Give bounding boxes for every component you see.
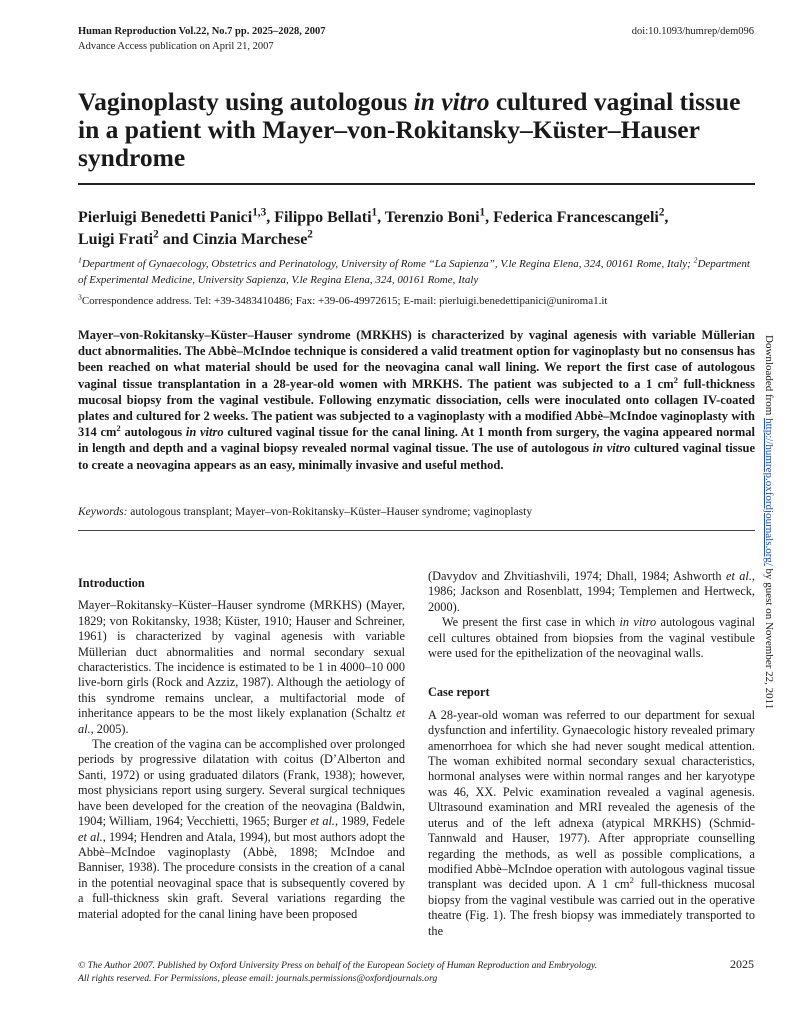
author-affil-sup: 1 xyxy=(479,206,486,219)
affil-sup: 1 xyxy=(78,255,82,265)
journal-citation: Human Reproduction Vol.22, No.7 pp. 2025–2028, 2007 xyxy=(78,26,326,37)
paragraph-text: We present the first case in which xyxy=(442,615,620,630)
abstract-text: autologous xyxy=(120,425,186,440)
paragraph-text: (Davydov and Zhvitiashvili, 1974; Dhall, 1984; Ashworth xyxy=(428,569,726,583)
doi: doi:10.1093/humrep/dem096 xyxy=(631,26,754,37)
abstract-sup: 2 xyxy=(673,374,679,385)
download-watermark xyxy=(763,335,775,709)
paragraph xyxy=(428,708,755,939)
correspondence-text: Correspondence address. Tel: +39-3483410486; Fax: +39-06-49972615; E-mail: pierluigi.benedettipanici@uniroma1.it xyxy=(81,295,608,307)
affil-sup: 2 xyxy=(693,255,698,265)
section-heading-case-report: Case report xyxy=(428,685,490,700)
author-name: Luigi Frati xyxy=(78,231,154,248)
abstract-rule xyxy=(78,530,755,531)
author-name: and Cinzia Marchese xyxy=(158,231,308,248)
correspondence xyxy=(78,294,758,309)
page-number: 2025 xyxy=(730,957,754,971)
watermark-text: by guest on November 22, 2011 xyxy=(763,565,775,710)
affiliation-text: Department of Experimental Medicine, University Sapienza, V.le Regina Elena, 324, 00161 Rome, Italy xyxy=(78,258,750,286)
paragraph xyxy=(78,598,405,737)
permissions-line: All rights reserved. For Permissions, please email: journals.permissions@oxfordjournals.org xyxy=(78,973,438,984)
title-part1: Vaginoplasty using autologous xyxy=(78,87,414,116)
paragraph-text: , 1989, Fedele xyxy=(334,814,406,829)
watermark-text: Downloaded from xyxy=(763,335,775,419)
author-name: , Federica Francescangeli xyxy=(485,209,659,226)
abstract xyxy=(78,327,755,473)
author-affil-sup: 2 xyxy=(307,228,313,241)
affiliation-text: Department of Gynaecology, Obstetrics and Perinatology, University of Rome “La Sapienza”, V.le Regina Elena, 324, 00161 Rome, Italy; xyxy=(81,258,694,270)
paragraph-italic: in vitro xyxy=(619,615,657,630)
author-affil-sup: 1,3 xyxy=(252,206,267,219)
paragraph-italic: et al. xyxy=(725,569,752,583)
corr-sup: 3 xyxy=(78,292,82,302)
author-affil-sup: 2 xyxy=(658,206,665,219)
paragraph xyxy=(428,569,755,615)
abstract-italic: in vitro xyxy=(592,441,631,456)
author-name: , Terenzio Boni xyxy=(377,209,480,226)
author-affil-sup: 2 xyxy=(153,228,159,241)
paragraph-text: , 2005). xyxy=(90,721,129,736)
abstract-sup: 2 xyxy=(116,423,121,434)
author-separator: , xyxy=(664,209,669,226)
title-italic: in vitro xyxy=(413,87,490,116)
author-name: , Filippo Bellati xyxy=(266,209,372,226)
paragraph-italic: et al. xyxy=(78,829,103,844)
author-name: Pierluigi Benedetti Panici xyxy=(78,209,253,226)
paragraph-text: , 1986; Jackson and Rosenblatt, 1994; Templemen and Hertweck, 2000). xyxy=(428,569,755,614)
section-heading-introduction: Introduction xyxy=(78,576,145,590)
paragraph-text: Mayer–Rokitansky–Küster–Hauser syndrome (MRKHS) (Mayer, 1829; von Rokitansky, 1938; Küster, 1910; Hauser and Schreiner, 1961) is characterized by vaginal agenesis with variable Müllerian duct abnormalities and normal secondary sexual characteristics. The incidence is estimated to be 1 in 4000–10 000 live-born girls (Rock and Azziz, 1987). Although the aetiology of this syndrome remains unclear, a multifactorial mode of inheritance appears to be the most likely explanation (Schaltz xyxy=(78,598,405,721)
author-affil-sup: 1 xyxy=(371,206,378,219)
left-column xyxy=(78,576,405,922)
paragraph-text: , 1994; Hendren and Atala, 1994), but most authors adopt the Abbè–McIndoe vaginoplasty (Abbè, 1898; McIndoe and Banniser, 1938). The procedure consists in the creation of a canal in the potential neovaginal space that is subsequently covered by a full-thickness skin graft. Several variations regarding the material adopted for the canal lining have been proposed xyxy=(78,829,405,921)
advance-access-note: Advance Access publication on April 21, 2007 xyxy=(78,41,274,52)
keywords-label: Keywords: xyxy=(78,506,128,518)
paragraph xyxy=(78,737,405,922)
journal-link[interactable]: http://humrep.oxfordjournals.org/ xyxy=(763,418,775,566)
abstract-text: cultured vaginal tissue for the canal lining. At 1 month from surgery, the vagina appeared normal in length and depth and a vaginal biopsy revealed normal vaginal tissue. The use of autologous xyxy=(78,425,755,456)
abstract-text: full-thickness mucosal biopsy from the vaginal vestibule. Following enzymatic dissociation, cells were inoculated onto collagen IV-coated plates and cultured for 2 weeks. The patient was subjected to a vaginoplasty with a modified Abbè–McIndoe vaginoplasty with 314 cm xyxy=(78,376,755,440)
keywords-text: autologous transplant; Mayer–von-Rokitansky–Küster–Hauser syndrome; vaginoplasty xyxy=(127,506,533,518)
abstract-text: cultured vaginal tissue to create a neovagina appears as an easy, minimally invasive and useful method. xyxy=(78,441,755,472)
affiliations xyxy=(78,257,758,288)
right-column xyxy=(428,569,755,939)
article-title xyxy=(78,88,768,172)
paragraph-text: autologous vaginal cell cultures obtained from biopsies from the vaginal vestibule were used for the epithelization of the neovaginal walls. xyxy=(428,615,755,661)
abstract-italic: in vitro xyxy=(185,425,224,440)
paragraph-italic: et al. xyxy=(78,706,405,736)
paragraph-sup: 2 xyxy=(629,875,634,886)
paragraph-text: The creation of the vagina can be accomplished over prolonged periods by progressive dilatation with coitus (D’Alberton and Santi, 1972) or using graduated dilators (Frank, 1938); however, most physicians report using surgery. Several surgical techniques have been developed for the creation of the neovagina (Baldwin, 1904; William, 1964; Vecchietti, 1965; Burger xyxy=(78,737,405,829)
copyright-footer xyxy=(78,959,678,985)
paragraph-italic: et al. xyxy=(310,814,335,829)
paragraph-text: A 28-year-old woman was referred to our department for sexual dysfunction and infertility. Gynaecologic history revealed primary amenorrhoea for which she had never sought medical attention. The woman exhibited normal secondary sexual characteristics, hormonal analyses were within normal ranges and her karyotype was 46, XX. Pelvic examination revealed a vaginal agenesis. Ultrasound examination and MRI revealed the agenesis of the uterus and of the left adnexa (atypical MRKHS) (Schmid-Tannwald and Hauser, 1977). After appropriate counselling regarding the methods, as well as possible complications, a modified Abbè–McIndoe operation with autologous vaginal tissue transplant was decided upon. A 1 cm xyxy=(428,707,755,892)
title-rule xyxy=(78,183,755,185)
abstract-text: Mayer–von-Rokitansky–Küster–Hauser syndrome (MRKHS) is characterized by vaginal agenesis with variable Müllerian duct abnormalities. The Abbè–McIndoe technique is considered a valid treatment option for vaginoplasty but no consensus has been reached on what material should be used for the neovagina canal wall lining. We report the first case of autologous vaginal tissue transplantation in a 28-year-old women with MRKHS. The patient was subjected to a 1 cm xyxy=(78,328,755,391)
author-list xyxy=(78,207,758,251)
paragraph xyxy=(428,615,755,661)
paragraph-text: full-thickness mucosal biopsy from the vaginal vestibule was carried out in the operative theatre (Fig. 1). The fresh biopsy was immediately transported to the xyxy=(428,877,755,938)
title-part2: cultured vaginal tissue in a patient with Mayer–von-Rokitansky–Küster–Hauser syndrome xyxy=(78,87,741,172)
copyright-line: © The Author 2007. Published by Oxford University Press on behalf of the European Society of Human Reproduction and Embryology. xyxy=(78,960,598,971)
keywords xyxy=(78,505,755,520)
